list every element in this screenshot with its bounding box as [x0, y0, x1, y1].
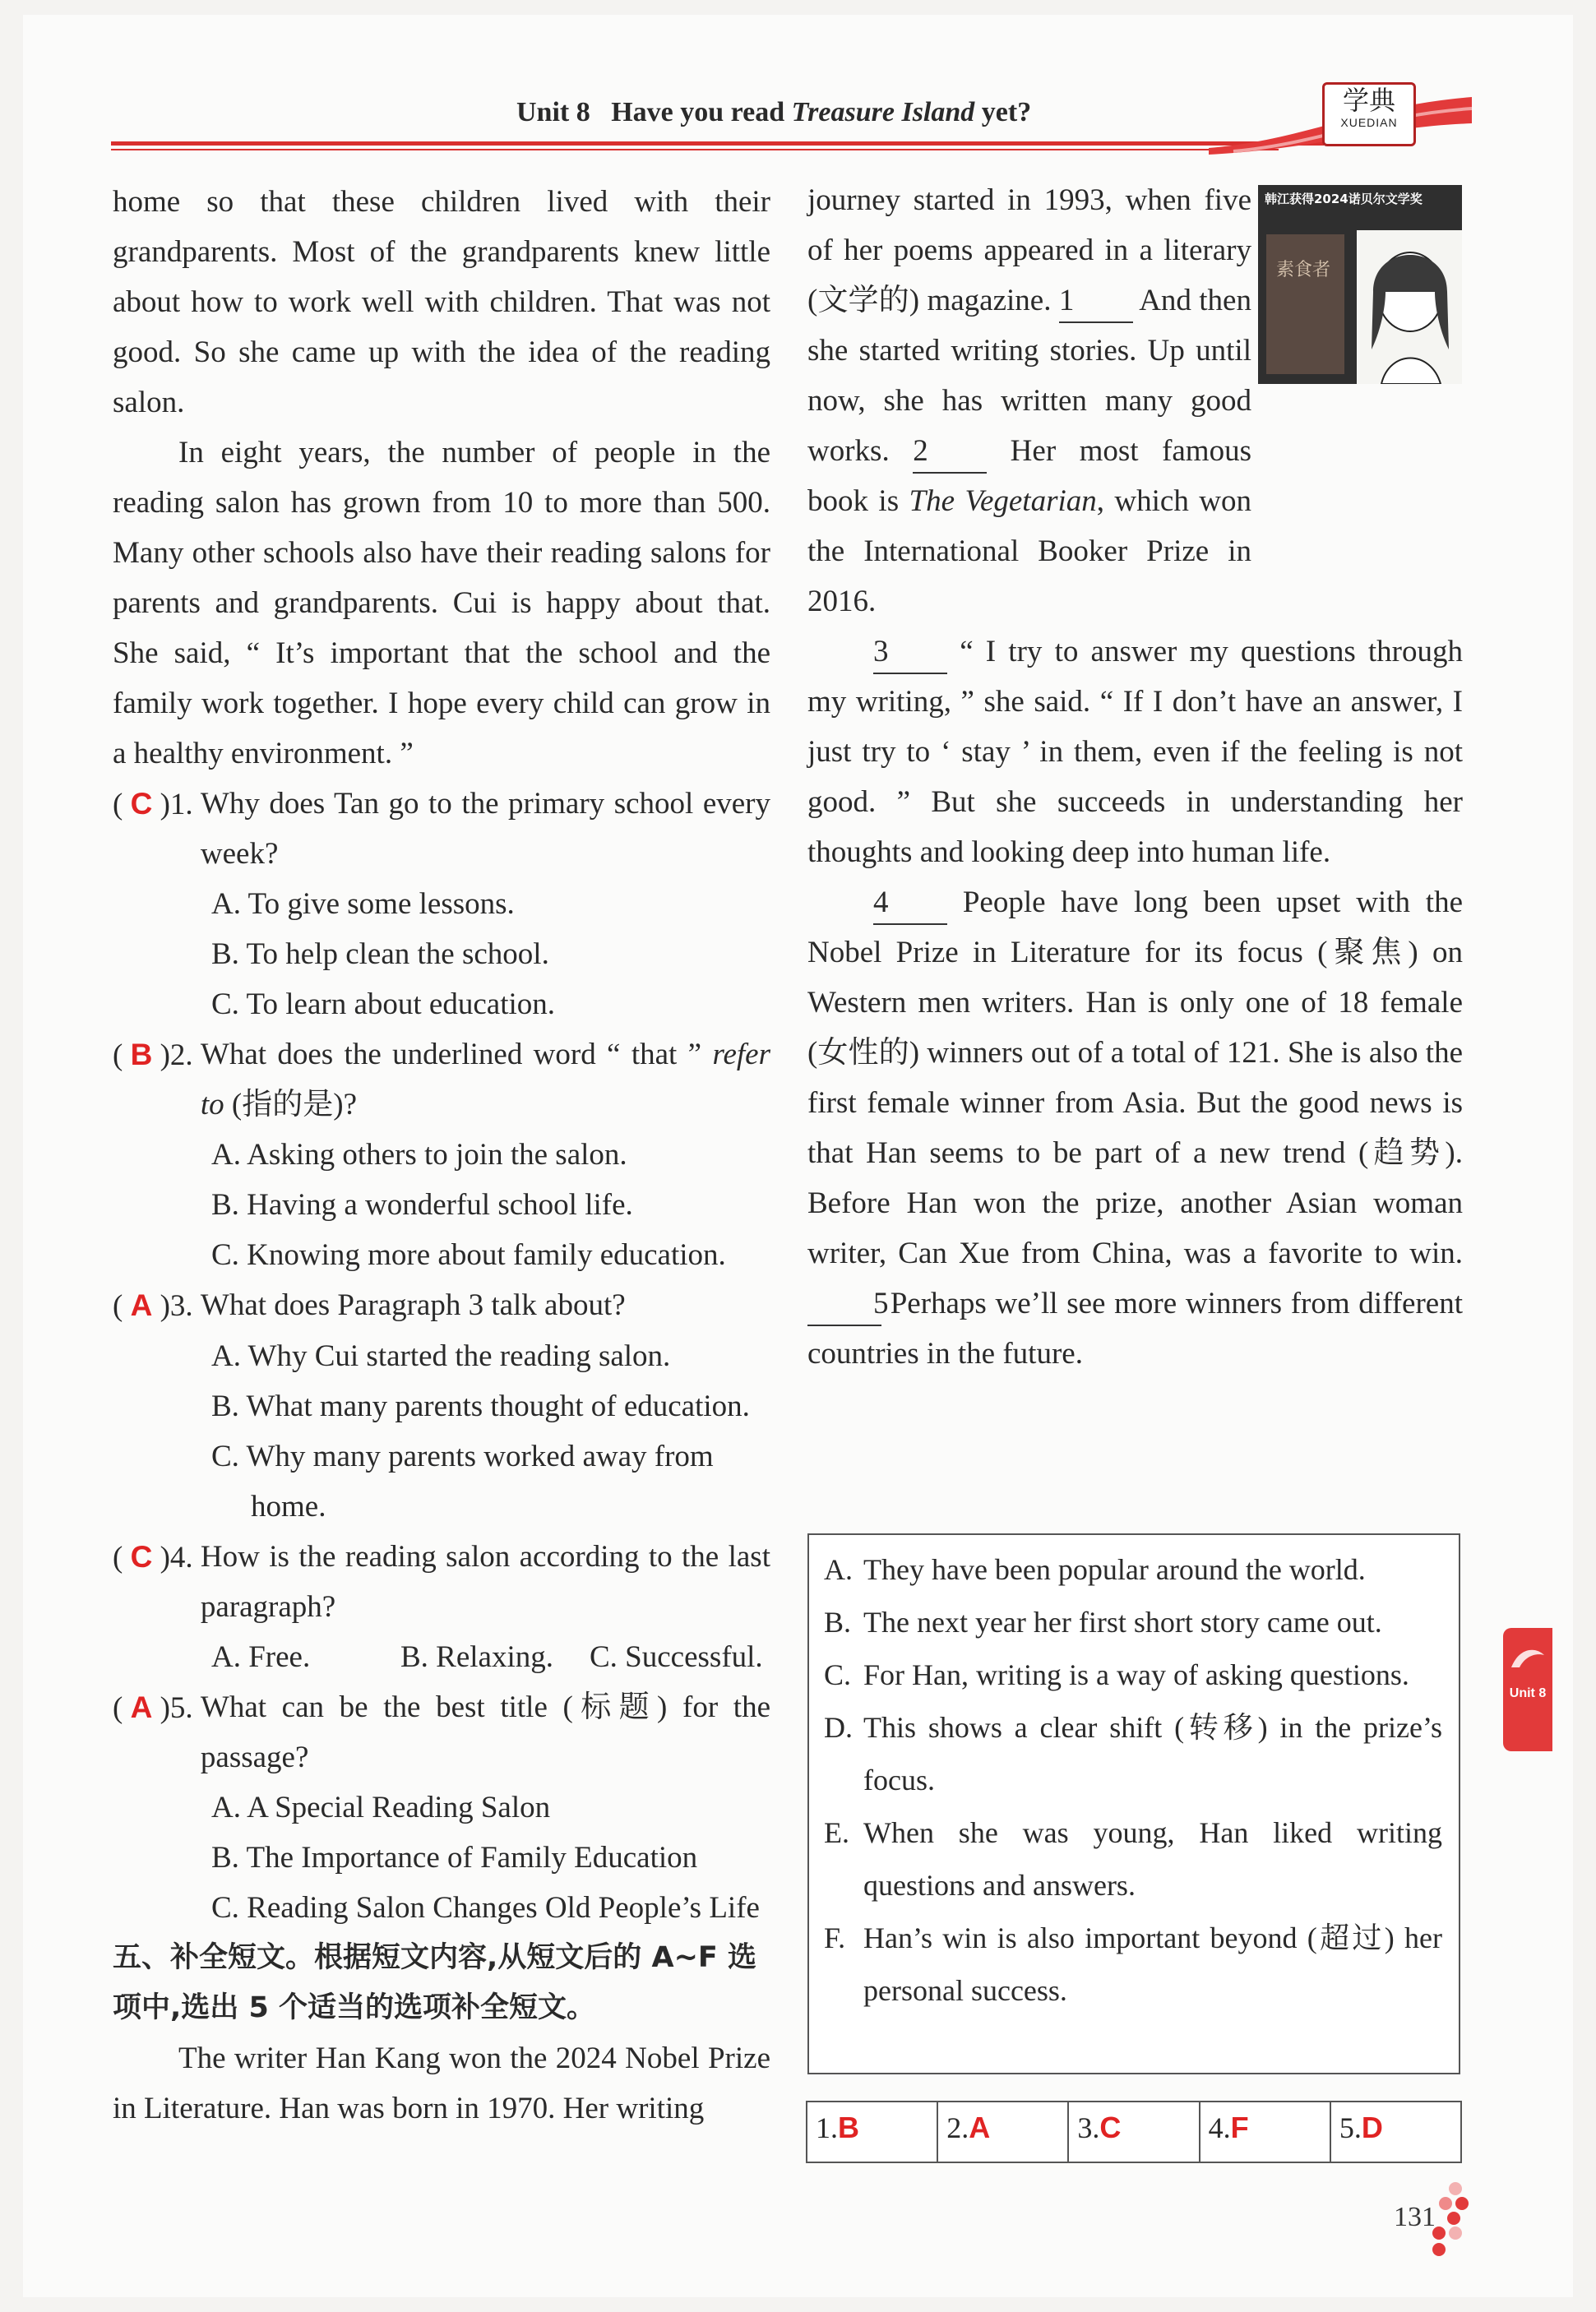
answer-mark: C — [130, 1540, 153, 1574]
option: B. To help clean the school. — [211, 937, 549, 971]
question-1: ( C )1. Why does Tan go to the primary school every week? — [113, 779, 770, 879]
option: C. Why many parents worked away from home. — [211, 1440, 714, 1524]
answer-mark: C — [130, 787, 153, 821]
question-text: How is the reading salon according to the last paragraph? — [200, 1540, 770, 1624]
question-5: ( A )5. What can be the best title (标题) for the passage? — [113, 1682, 770, 1783]
answer-mark: A — [130, 1288, 153, 1322]
unit-side-tab: Unit 8 — [1503, 1628, 1552, 1751]
page-header-title — [516, 97, 1031, 128]
option: B. What many parents thought of education. — [211, 1390, 750, 1423]
option: A. A Special Reading Salon — [211, 1791, 551, 1824]
blank-1: 1 — [1059, 280, 1133, 323]
option: A. To give some lessons. — [211, 887, 515, 921]
answer-cell: 1.B — [807, 2102, 938, 2162]
xuedian-logo: 学典 XUEDIAN — [1322, 82, 1416, 146]
header-rule — [111, 141, 1324, 146]
question-2: ( B )2. What does the underlined word “ that ” refer to (指的是)? — [113, 1029, 770, 1130]
book-cover-title: 素食者 — [1276, 260, 1331, 280]
answer-cell: 2.A — [938, 2102, 1069, 2162]
question-4: ( C )4. How is the reading salon according to the last paragraph? — [113, 1532, 770, 1632]
option-item: E. When she was young, Han liked writing questions and answers. — [824, 1816, 1442, 1902]
left-paragraph-3: The writer Han Kang won the 2024 Nobel Prize in Literature. Han was born in 1970. Her writing — [113, 2041, 770, 2125]
option-item: D. This shows a clear shift (转移) in the prize’s focus. — [824, 1711, 1443, 1796]
option: A. Why Cui started the reading salon. — [211, 1339, 671, 1373]
answer-cell: 5.D — [1339, 2111, 1383, 2144]
options-box — [807, 1533, 1460, 2074]
right-column — [807, 175, 1463, 1379]
question-text: What does the underlined word “ that ” refer to (指的是)? — [200, 1038, 771, 1121]
image-caption: 韩江获得2024诺贝尔文学奖 — [1265, 192, 1423, 206]
question-text: What does Paragraph 3 talk about? — [200, 1288, 626, 1322]
option-item: F. Han’s win is also important beyond (超过) her personal success. — [824, 1921, 1442, 2007]
section-heading: 五、补全短文。根据短文内容,从短文后的 A~F 选项中,选出 5 个适当的选项补全短文。 — [113, 1941, 756, 2024]
option-item: C. For Han, writing is a way of asking questions. — [824, 1658, 1409, 1691]
option: C. Successful. — [590, 1640, 763, 1674]
options-row — [113, 1632, 770, 1682]
answer-mark: A — [130, 1690, 153, 1724]
answer-cell: 4.F — [1200, 2102, 1331, 2162]
option: B. Having a wonderful school life. — [211, 1188, 633, 1222]
option: A. Asking others to join the salon. — [211, 1138, 627, 1172]
left-paragraph-1: home so that these children lived with their grandparents. Most of the grandparents knew little about how to work well with children. That was not good. So she came up with the idea of the reading salon. — [113, 185, 770, 419]
option: C. Knowing more about family education. — [211, 1238, 726, 1272]
blank-2: 2 — [913, 431, 987, 474]
option: C. Reading Salon Changes Old People’s Life — [211, 1891, 760, 1925]
wing-icon — [1507, 1643, 1548, 1676]
right-paragraph-1: journey started in 1993, when five of her poems appeared in a literary (文学的) magazine. 1 And then she started writing stories. Up until now, she has written many good works. 2 Her most famous book is The Vegetarian, which won the International Booker Prize in 2016. — [807, 183, 1251, 618]
question-3: ( A )3. What does Paragraph 3 talk about? — [113, 1280, 770, 1331]
unit-label: Unit 8 — [516, 97, 590, 127]
option: B. The Importance of Family Education — [211, 1841, 698, 1875]
option-item: A. They have been popular around the world. — [824, 1553, 1366, 1586]
question-text: What can be the best title (标题) for the passage? — [200, 1690, 770, 1774]
title-post: yet? — [974, 97, 1032, 127]
option: A. Free. — [211, 1640, 311, 1674]
left-column — [113, 177, 770, 2134]
option: B. Relaxing. — [400, 1640, 554, 1674]
question-text: Why does Tan go to the primary school every week? — [200, 787, 770, 871]
page-number: 131 — [1394, 2202, 1436, 2232]
blank-5: 5 — [807, 1283, 881, 1326]
title-italic: Treasure Island — [791, 97, 975, 127]
option: C. To learn about education. — [211, 987, 556, 1021]
option-item: B. The next year her first short story came out. — [824, 1606, 1382, 1639]
right-paragraph-2: 3 “ I try to answer my questions through my writing, ” she said. “ If I don’t have an answer, I just try to ‘ stay ’ in them, even if the feeling is not good. ” But she succeeds in understanding her thoughts and looking deep into human life. — [807, 627, 1463, 877]
blank-4: 4 — [873, 882, 947, 925]
left-paragraph-2: In eight years, the number of people in the reading salon has grown from 10 to more than 500. Many other schools also have their reading salons for parents and grandparents. Cui is happy about that. She said, “ It’s important that the school and the family work together. I hope every child can grow in a healthy environment. ” — [113, 436, 770, 770]
answer-table — [806, 2101, 1462, 2163]
answer-mark: B — [130, 1038, 153, 1071]
header-rule-thin — [111, 149, 1279, 150]
right-paragraph-3: 4 People have long been upset with the Nobel Prize in Literature for its focus (聚焦) on Western men writers. Han is only one of 18 female (女性的) winners out of a total of 121. She is also the first female winner from Asia. But the good news is that Han seems to be part of a new trend (趋势). Before Han won the prize, another Asian woman writer, Can Xue from China, was a favorite to win. 5 Perhaps we’ll see more winners from different countries in the future. — [807, 877, 1463, 1379]
blank-3: 3 — [873, 631, 947, 674]
answer-cell: 3.C — [1069, 2102, 1200, 2162]
title-pre: Have you read — [611, 97, 792, 127]
